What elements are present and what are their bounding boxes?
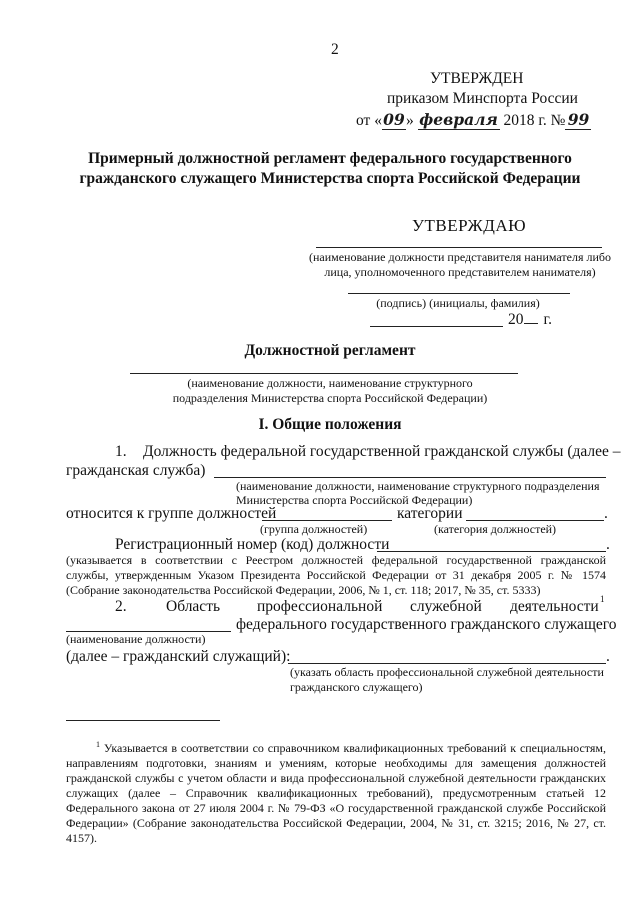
p2-end: . bbox=[606, 648, 610, 665]
p1-num: 1. bbox=[115, 443, 127, 460]
approval-from: от « bbox=[356, 112, 382, 129]
date-20-text: 20 bbox=[508, 311, 524, 328]
footnote-separator bbox=[66, 720, 220, 721]
p2-pos-caption: (наименование должности) bbox=[66, 632, 206, 646]
p1-reg-end: . bbox=[606, 536, 610, 553]
p1-reg-number: Регистрационный номер (код) должности bbox=[115, 536, 390, 553]
p2-area-caption-2: гражданского служащего) bbox=[290, 680, 423, 694]
approve-caption-2: лица, уполномоченного представителем нанимателя) bbox=[324, 265, 596, 279]
p1-position-line bbox=[214, 477, 606, 478]
reg-caption-2: подразделения Министерства спорта Российской Федерации) bbox=[172, 391, 488, 405]
doc-title-line2: гражданского служащего Министерства спорта Российской Федерации bbox=[79, 170, 581, 187]
approval-quote: » bbox=[405, 112, 414, 129]
signature-line bbox=[348, 293, 570, 294]
category-caption: (категория должностей) bbox=[434, 522, 557, 536]
date-20 bbox=[508, 311, 552, 329]
approval-by: приказом Минспорта России bbox=[387, 90, 578, 107]
p2-area-caption-1: (указать область профессиональной служебной деятельности bbox=[290, 665, 604, 679]
category-line bbox=[466, 520, 604, 521]
approve-position-line bbox=[316, 247, 602, 248]
group-line bbox=[262, 520, 392, 521]
reg-title: Должностной регламент bbox=[244, 342, 416, 359]
approve-title: УТВЕРЖДАЮ bbox=[412, 216, 527, 235]
p2-w4: деятельности bbox=[510, 598, 599, 615]
p2-hereafter: (далее – гражданский служащий): bbox=[66, 648, 291, 665]
p2-cont: федерального государственного гражданского служащего bbox=[236, 616, 617, 633]
approval-day: 09 bbox=[383, 110, 405, 129]
page-number: 2 bbox=[331, 41, 339, 58]
footnote-mark: 1 bbox=[96, 740, 100, 749]
footnote bbox=[66, 737, 606, 846]
p1-cont: гражданская служба) bbox=[66, 462, 206, 479]
signature-caption: (подпись) (инициалы, фамилия) bbox=[376, 296, 540, 310]
group-caption: (группа должностей) bbox=[260, 522, 368, 536]
date-line bbox=[370, 326, 503, 327]
approval-number: 99 bbox=[565, 110, 591, 130]
p2-w3: служебной bbox=[410, 598, 482, 615]
p1-caption-1: (наименование должности, наименование структурного подразделения bbox=[236, 479, 600, 493]
section1-title: I. Общие положения bbox=[258, 416, 402, 433]
doc-title-line1: Примерный должностной регламент федерального государственного bbox=[88, 150, 572, 167]
date-g: г. bbox=[543, 311, 552, 328]
p2-w1: Область bbox=[166, 598, 221, 615]
p1-group-end: . bbox=[604, 505, 608, 522]
p1-group-prefix: относится к группе должностей bbox=[66, 505, 277, 522]
reg-position-line bbox=[130, 373, 518, 374]
p1-caption-2: Министерства спорта Российской Федерации) bbox=[236, 493, 473, 507]
approval-title: УТВЕРЖДЕН bbox=[430, 70, 524, 87]
approve-caption-1: (наименование должности представителя нанимателя либо bbox=[308, 250, 612, 264]
p1-text: Должность федеральной государственной гражданской службы (далее – bbox=[143, 443, 621, 460]
p2-num: 2. bbox=[115, 598, 127, 615]
p1-group-mid: категории bbox=[397, 505, 463, 522]
approval-month: февраля bbox=[419, 110, 498, 129]
p2-footnote-mark: 1 bbox=[600, 594, 605, 604]
reg-number-line bbox=[377, 551, 606, 552]
approval-year: 2018 г. № bbox=[503, 112, 566, 129]
p2-area-line bbox=[288, 663, 606, 664]
approval-date-line bbox=[356, 110, 591, 130]
p1-note: (указывается в соответствии с Реестром должностей федеральной государственной гражданской службы, утвержденным Указом Президента Российской Федерации от 31 декабря 2005 г. № 1574 (Собрание законодательства Российской Федерации, 2006, № 1, ст. 118; 2017, № 35, ст. 5333) bbox=[66, 553, 606, 597]
footnote-text: Указывается в соответствии со справочником квалификационных требований к специальностям, направлениям подготовки, знаниям и умениям, которые необходимы для замещения должностей гражданской службы с учетом области и вида профессиональной служебной деятельности гражданских служащих (далее – Справочник квалификационных требований), предусмотренным статьей 12 Федерального закона от 27 июля 2004 г. № 79-ФЗ «О государственной гражданской службе Российской Федерации» (Собрание законодательства Российской Федерации, 2004, № 31, ст. 3215; 2016, № 27, ст. 4157). bbox=[66, 741, 606, 845]
reg-caption-1: (наименование должности, наименование структурного bbox=[187, 376, 473, 390]
p2-w2: профессиональной bbox=[257, 598, 383, 615]
